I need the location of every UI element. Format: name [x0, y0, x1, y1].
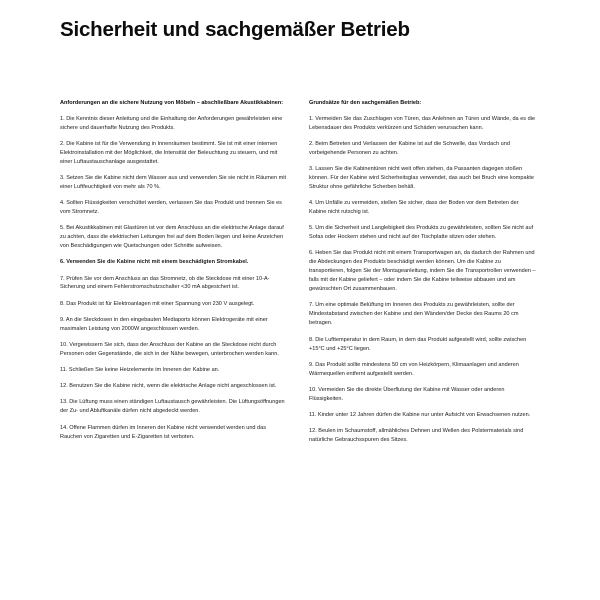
- paragraph: 4. Sollten Flüssigkeiten verschüttet werden, verlassen Sie das Produkt und trennen Sie es vom Stromnetz.: [60, 200, 282, 216]
- paragraph: 9. Das Produkt sollte mindestens 50 cm von Heizkörpern, Klimaanlagen und anderen Wärmequellen entfernt aufgestellt werden.: [309, 361, 519, 377]
- paragraph: 12. Benutzen Sie die Kabine nicht, wenn die elektrische Anlage nicht angeschlossen ist.: [60, 383, 277, 390]
- paragraph: 8. Das Produkt ist für Elektroanlagen mit einer Spannung von 230 V ausgelegt.: [60, 300, 255, 307]
- two-column-body: [60, 99, 540, 446]
- paragraph: 7. Um eine optimale Belüftung im Inneren des Produkts zu gewährleisten, sollte der Mindestabstand zwischen der Kabine und den Wänden/der Decke des Raums 20 cm betragen.: [309, 302, 519, 327]
- left-column-heading: Anforderungen an die sichere Nutzung von Möbeln – abschließbare Akustikkabinen:: [60, 99, 284, 106]
- paragraph: 10. Vergewissern Sie sich, dass der Anschluss der Kabine an die Steckdose nicht durch Personen oder Gegenstände, die sich in der Nähe bewegen, unterbrochen werden kann.: [60, 341, 279, 357]
- paragraph: 6. Heben Sie das Produkt nicht mit einem Transportwagen an, da dadurch der Rahmen und die Abdeckungen des Produkts beschädigt werden können. Um die Kabine zu transportieren, folgen Sie der Montageanleitung, indem Sie die Transportrollen verwenden – falls mit der Kabine geliefert – oder indem Sie die Kabine teilweise abbauen und am gewünschten Ort zusammenbauen.: [309, 250, 536, 293]
- paragraph: 3. Lassen Sie die Kabinentüren nicht weit offen stehen, da Passanten dagegen stoßen können. Für der Kabine wird Sicherheitsglas verwendet, das auch bei Bruch eine kompakte Struktur ohne gefährliche Scherben behält.: [309, 165, 535, 190]
- paragraph: 5. Bei Akustikkabinen mit Glastüren ist vor dem Anschluss an die elektrische Anlage darauf zu achten, dass die elektrischen Leitungen frei auf dem Boden liegen und keine Anzeichen von Beschädigungen wie Quetschungen oder Schnitte aufweisen.: [60, 225, 284, 250]
- paragraph: 11. Schließen Sie keine Heizelemente im Inneren der Kabine an.: [60, 367, 220, 374]
- paragraph: 1. Die Kenntnis dieser Anleitung und die Einhaltung der Anforderungen gewährleisten eine sichere und dauerhafte Nutzung des Produkts.: [60, 115, 283, 131]
- paragraph: 7. Prüfen Sie vor dem Anschluss an das Stromnetz, ob die Steckdose mit einer 10-A-Sicherung und einem Fehlerstromschutzschalter <30 mA abgesichert ist.: [60, 275, 270, 291]
- paragraph: 12. Beulen im Schaumstoff, allmähliches Dehnen und Wellen des Polstermaterials sind natürliche Gebrauchsspuren des Sitzes.: [309, 428, 524, 444]
- paragraph: 2. Die Kabine ist für die Verwendung in Innenräumen bestimmt. Sie ist mit einer internen Elektroinstallation mit der Möglichkeit, die Intensität der Beleuchtung zu steuern, und mit einer Luftaustauschanlage ausgestattet.: [60, 140, 278, 165]
- paragraph: 10. Vermeiden Sie die direkte Überflutung der Kabine mit Wasser oder anderen Flüssigkeiten.: [309, 386, 505, 402]
- page-title: Sicherheit und sachgemäßer Betrieb: [60, 18, 410, 41]
- paragraph: 14. Offene Flammen dürfen im Inneren der Kabine nicht verwendet werden und das Rauchen von Zigaretten und E-Zigaretten ist verboten.: [60, 424, 267, 440]
- paragraph: 13. Die Lüftung muss einen ständigen Luftaustausch gewährleisten. Die Lüftungsöffnungen der Zu- und Abluftkanäle dürfen nicht abgedeckt werden.: [60, 399, 285, 415]
- paragraph: 8. Die Lufttemperatur in dem Raum, in dem das Produkt aufgestellt wird, sollte zwischen +15°C und +25°C liegen.: [309, 336, 527, 352]
- right-column: [309, 99, 536, 446]
- left-column: [60, 99, 287, 446]
- paragraph: 11. Kinder unter 12 Jahren dürfen die Kabine nur unter Aufsicht von Erwachsenen nutzen.: [309, 412, 531, 419]
- right-column-paragraph-list: [309, 115, 536, 446]
- paragraph: 3. Setzen Sie die Kabine nicht dem Wasser aus und verwenden Sie sie nicht in Räumen mit einer Luftfeuchtigkeit von mehr als 70 %.: [60, 174, 287, 190]
- paragraph: 1. Vermeiden Sie das Zuschlagen von Türen, das Anlehnen an Türen und Wände, da es die Lebensdauer des Produkts verkürzen und Schäden verursachen kann.: [309, 115, 536, 131]
- paragraph: 2. Beim Betreten und Verlassen der Kabine ist auf die Schwelle, das Vordach und vorbeigehende Personen zu achten.: [309, 140, 510, 156]
- paragraph: 4. Um Unfälle zu vermeiden, stellen Sie sicher, dass der Boden vor dem Betreten der Kabine nicht rutschig ist.: [309, 200, 519, 216]
- right-column-heading: Grundsätze für den sachgemäßen Betrieb:: [309, 99, 422, 106]
- paragraph: 5. Um die Sicherheit und Langlebigkeit des Produkts zu gewährleisten, sollten Sie nicht auf Sofas oder Hockern stehen und nicht auf der Tischplatte sitzen oder stehen.: [309, 225, 534, 241]
- left-column-paragraph-list: [60, 115, 287, 442]
- paragraph: 9. An die Steckdosen in den eingebauten Mediaports können Elektrogeräte mit einer maximalen Leistung von 2000W angeschlossen werden.: [60, 316, 268, 332]
- paragraph: 6. Verwenden Sie die Kabine nicht mit einem beschädigten Stromkabel.: [60, 259, 249, 266]
